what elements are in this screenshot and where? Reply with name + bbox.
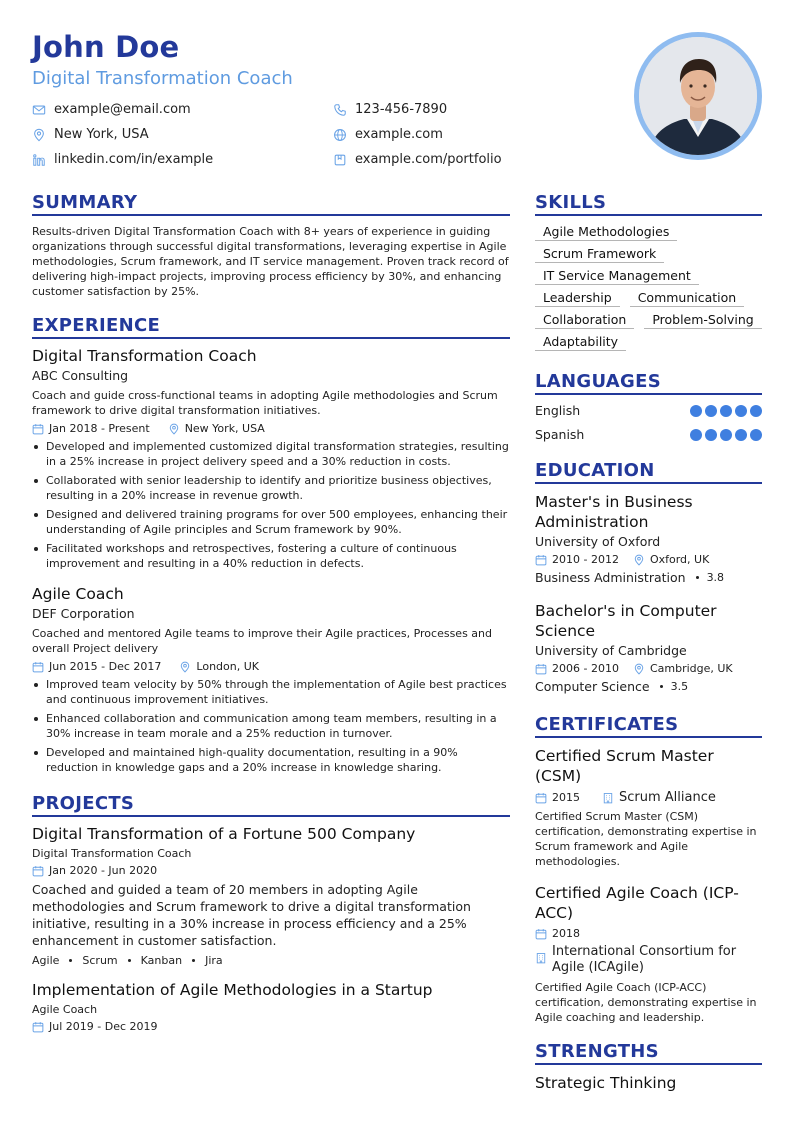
project-dates: Jan 2020 - Jun 2020 [49, 864, 158, 877]
proficiency-dot [720, 405, 732, 417]
education-dates: 2006 - 2010 [552, 662, 619, 675]
email-text: example@email.com [54, 102, 191, 117]
location-pin-icon [633, 663, 645, 675]
skill-tag: Agile Methodologies [535, 224, 677, 241]
project-tags [32, 954, 510, 967]
skill-tag: Scrum Framework [535, 246, 664, 263]
project-item [32, 825, 510, 967]
company-name: DEF Corporation [32, 606, 135, 621]
job-meta [32, 422, 510, 435]
location-pin-icon [168, 423, 180, 435]
certificates-section [535, 714, 762, 1025]
skills-heading: SKILLS [535, 192, 762, 216]
skill-tag: Leadership [535, 290, 620, 307]
proficiency-dot [690, 429, 702, 441]
skill-tag: Problem-Solving [644, 312, 761, 329]
building-icon [535, 952, 547, 964]
job-bullet: Collaborated with senior leadership to identify and prioritize business objectives, resulting in a 20% increase in revenue growth. [32, 473, 510, 503]
proficiency-dot [750, 429, 762, 441]
education-heading: EDUCATION [535, 460, 762, 484]
calendar-icon [535, 663, 547, 675]
calendar-icon [535, 554, 547, 566]
summary-heading: SUMMARY [32, 192, 510, 216]
certificate-year: 2018 [552, 927, 580, 940]
project-tag: Scrum [82, 954, 118, 967]
skill-tag: Adaptability [535, 334, 626, 351]
project-role: Digital Transformation Coach [32, 847, 192, 860]
language-level [690, 405, 762, 417]
field-name: Computer Science [535, 679, 650, 694]
candidate-name: John Doe [32, 30, 180, 64]
strengths-heading: STRENGTHS [535, 1041, 762, 1065]
school-name: University of Cambridge [535, 643, 687, 658]
certificate-item [535, 746, 762, 869]
job-dates: Jun 2015 - Dec 2017 [49, 660, 162, 673]
job-location: New York, USA [184, 422, 265, 435]
job-meta [32, 660, 510, 673]
proficiency-dot [735, 429, 747, 441]
job-dates: Jan 2018 - Present [49, 422, 150, 435]
language-name: Spanish [535, 427, 585, 442]
job-bullet: Developed and implemented customized digital transformation strategies, resulting in a 25% increase in project delivery speed and a 30% reduction in costs. [32, 439, 510, 469]
proficiency-dot [750, 405, 762, 417]
language-name: English [535, 403, 581, 418]
calendar-icon [535, 928, 547, 940]
project-dates: Jul 2019 - Dec 2019 [49, 1020, 158, 1033]
strengths-section [535, 1041, 762, 1093]
gpa-value: 3.5 [670, 680, 689, 693]
certificate-item [535, 883, 762, 1025]
degree-title: Bachelor's in Computer Science [535, 602, 717, 640]
education-meta [535, 662, 762, 675]
contact-linkedin[interactable] [32, 152, 213, 167]
project-tag: Agile [32, 954, 60, 967]
proficiency-dot [735, 405, 747, 417]
project-item [32, 981, 510, 1033]
gpa-value: 3.8 [706, 571, 725, 584]
calendar-icon [32, 1021, 44, 1033]
job-title: Agile Coach [32, 585, 124, 603]
project-tag: Kanban [140, 954, 183, 967]
proficiency-dot [690, 405, 702, 417]
education-section [535, 460, 762, 694]
profile-photo [639, 37, 757, 155]
project-description: Coached and guided a team of 20 members in adopting Agile methodologies and Scrum framework to drive a digital transformation initiative, resulting in a 30% increase in process efficiency and a 25% enhancement in customer satisfaction. [32, 882, 471, 948]
location-pin-icon [633, 554, 645, 566]
projects-heading: PROJECTS [32, 793, 510, 817]
language-row [535, 403, 762, 418]
location-pin-icon [32, 128, 46, 142]
projects-section [32, 793, 510, 1033]
certificate-description: Certified Agile Coach (ICP-ACC) certification, demonstrating expertise in Agile coaching and leadership. [535, 981, 757, 1024]
job-description: Coach and guide cross-functional teams in adopting Agile methodologies and Scrum framework to drive digital transformation initiatives. [32, 389, 498, 417]
field-name: Business Administration [535, 570, 686, 585]
linkedin-text: linkedin.com/in/example [54, 152, 214, 167]
skills-list [535, 224, 762, 351]
job-bullet: Improved team velocity by 50% through the implementation of Agile best practices and continuous improvement initiatives. [32, 677, 510, 707]
location-text: New York, USA [54, 127, 149, 142]
right-column [535, 192, 762, 1093]
school-name: University of Oxford [535, 534, 661, 549]
experience-section [32, 315, 510, 775]
languages-heading: LANGUAGES [535, 371, 762, 395]
job-bullet: Facilitated workshops and retrospectives, fostering a culture of continuous improvement and resulting in a 40% reduction in defects. [32, 541, 510, 571]
job-bullet: Designed and delivered training programs for over 500 employees, enhancing their understanding of Agile principles and Scrum framework by 90%. [32, 507, 510, 537]
calendar-icon [535, 792, 547, 804]
mail-icon [32, 103, 46, 117]
phone-icon [333, 103, 347, 117]
candidate-role: Digital Transformation Coach [32, 68, 293, 89]
education-meta [535, 553, 762, 566]
job-bullet: Developed and maintained high-quality documentation, resulting in a 90% reduction in knowledge gaps and a 20% increase in knowledge sharing. [32, 745, 510, 775]
project-meta [32, 1020, 510, 1033]
calendar-icon [32, 661, 44, 673]
strength-item: Strategic Thinking [535, 1074, 677, 1092]
skill-tag: IT Service Management [535, 268, 699, 285]
skills-section [535, 192, 762, 351]
degree-title: Master's in Business Administration [535, 493, 693, 531]
education-item [535, 492, 762, 585]
project-role: Agile Coach [32, 1003, 98, 1016]
calendar-icon [32, 423, 44, 435]
summary-section [32, 192, 510, 299]
globe-icon [333, 128, 347, 142]
education-field [535, 570, 762, 585]
job-bullets [32, 677, 510, 775]
project-tag: Jira [205, 954, 223, 967]
experience-item [32, 585, 510, 775]
certificates-heading: CERTIFICATES [535, 714, 762, 738]
contact-email[interactable] [32, 102, 191, 117]
education-location: Cambridge, UK [649, 662, 733, 675]
certificate-meta [535, 927, 762, 940]
experience-item [32, 347, 510, 571]
project-title: Digital Transformation of a Fortune 500 Company [32, 825, 416, 843]
summary-text: Results-driven Digital Transformation Coach with 8+ years of experience in guiding organizations through successful digital transformations, leveraging expertise in Agile methodologies, Scrum framework, and IT service management. Proven track record of delivering high-impact projects, improving process efficiency by 30%, and enhancing customer satisfaction by 25%. [32, 225, 509, 298]
linkedin-icon [32, 153, 46, 167]
language-row [535, 427, 762, 442]
certificate-title: Certified Scrum Master (CSM) [535, 747, 714, 785]
certificate-issuer: International Consortium for Agile (ICAgile) [552, 944, 737, 975]
proficiency-dot [705, 405, 717, 417]
project-meta [32, 864, 510, 877]
job-bullet: Enhanced collaboration and communication among team members, resulting in a 30% increase in team morale and a 25% reduction in turnover. [32, 711, 510, 741]
building-icon [602, 792, 614, 804]
company-name: ABC Consulting [32, 368, 129, 383]
location-pin-icon [179, 661, 191, 673]
skill-tag: Communication [630, 290, 745, 307]
languages-section [535, 371, 762, 442]
education-dates: 2010 - 2012 [552, 553, 619, 566]
left-column [32, 192, 510, 1037]
contact-location [32, 127, 149, 142]
contact-phone[interactable] [333, 102, 447, 117]
education-location: Oxford, UK [649, 553, 710, 566]
job-location: London, UK [196, 660, 260, 673]
certificate-description: Certified Scrum Master (CSM) certification, demonstrating expertise in Scrum framework and Agile methodologies. [535, 810, 757, 868]
portfolio-icon [333, 153, 347, 167]
job-bullets [32, 439, 510, 571]
certificate-issuer: Scrum Alliance [619, 790, 716, 805]
certificate-issuer-row [535, 944, 762, 976]
education-field [535, 679, 762, 694]
education-item [535, 601, 762, 694]
contact-portfolio[interactable] [333, 152, 502, 167]
certificate-meta [535, 790, 762, 805]
proficiency-dot [720, 429, 732, 441]
contact-website[interactable] [333, 127, 443, 142]
profile-photo-frame [634, 32, 762, 160]
language-level [690, 429, 762, 441]
phone-text: 123-456-7890 [355, 102, 448, 117]
project-title: Implementation of Agile Methodologies in a Startup [32, 981, 433, 999]
proficiency-dot [705, 429, 717, 441]
job-description: Coached and mentored Agile teams to improve their Agile practices, Processes and overall Project delivery [32, 627, 492, 655]
certificate-title: Certified Agile Coach (ICP-ACC) [535, 884, 739, 922]
website-text: example.com [355, 127, 443, 142]
job-title: Digital Transformation Coach [32, 347, 257, 365]
certificate-year: 2015 [552, 791, 580, 804]
calendar-icon [32, 865, 44, 877]
portfolio-text: example.com/portfolio [355, 152, 502, 167]
experience-heading: EXPERIENCE [32, 315, 510, 339]
skill-tag: Collaboration [535, 312, 634, 329]
